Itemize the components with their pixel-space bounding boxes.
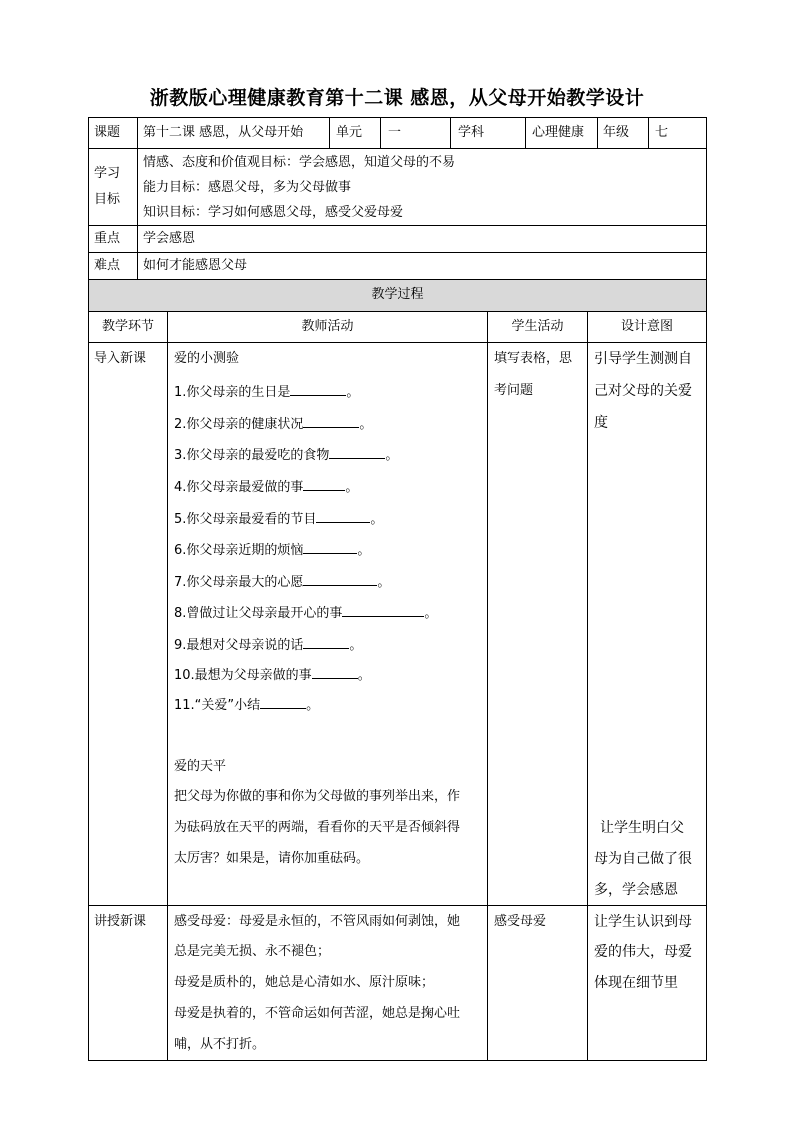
balance-text: 把父母为你做的事和你为父母做的事列举出来，作 [174,789,461,804]
difficulty-label: 难点 [94,258,121,273]
quiz-question: 6.你父母亲近期的烦恼 。 [174,540,370,560]
intro-intent-1: 度 [594,415,608,431]
lecture-text: 总是完美无损、永不褪色； [174,944,331,959]
topic-value: 第十二课 感恩，从父母开始 [143,125,304,140]
intro-intent-2: 母为自己做了很 [594,851,692,867]
lecture-text: 母爱是质朴的，她总是心清如水、原汁原味； [174,975,435,990]
quiz-question: 1.你父母亲的生日是 。 [174,382,359,402]
quiz-question: 10.最想为父母亲做的事 。 [174,665,371,685]
intro-intent-1: 己对父母的关爱 [594,383,692,399]
balance-text: 为砝码放在天平的两端，看看你的天平是否倾斜得 [174,820,461,835]
col-header-teacher: 教师活动 [301,319,354,334]
lecture-intent: 体现在细节里 [594,975,678,991]
quiz-question: 5.你父母亲最爱看的节目 。 [174,509,383,529]
difficulty-value: 如何才能感恩父母 [143,258,248,273]
grade-label: 年级 [603,125,630,140]
lecture-stage: 讲授新课 [94,914,147,929]
intro-intent-2: 多，学会感恩 [594,882,678,898]
subject-label: 学科 [458,125,485,140]
goals-label-line2: 目标 [94,192,121,207]
quiz-question: 9.最想对父母亲说的话 。 [174,635,362,655]
key-point-value: 学会感恩 [143,231,196,246]
lecture-intent: 爱的伟大，母爱 [594,944,692,960]
intro-stage: 导入新课 [94,351,147,366]
goal-item: 能力目标：感恩父母，多为父母做事 [143,180,352,195]
grade-value: 七 [655,125,669,140]
quiz-question: 8.曾做过让父母亲最开心的事 。 [174,603,437,623]
intro-intent-1: 引导学生测测自 [594,351,692,367]
lecture-text: 哺，从不打折。 [174,1037,266,1052]
quiz-title: 爱的小测验 [174,351,240,366]
quiz-question: 3.你父母亲的最爱吃的食物 。 [174,445,398,465]
lecture-text: 母爱是执着的，不管命运如何苦涩，她总是掬心吐 [174,1006,461,1021]
quiz-question: 2.你父母亲的健康状况 。 [174,414,372,434]
goals-label-line1: 学习 [94,166,121,181]
balance-title: 爱的天平 [174,759,227,774]
subject-value: 心理健康 [532,125,585,140]
col-header-student: 学生活动 [511,319,564,334]
intro-student-activity: 填写表格，思 [494,351,573,366]
lecture-intent: 让学生认识到母 [594,914,692,930]
document-title: 浙教版心理健康教育第十二课 感恩，从父母开始教学设计 [149,87,645,109]
intro-student-activity: 考问题 [494,383,534,398]
col-header-intent: 设计意图 [620,319,673,334]
intro-intent-2: 让学生明白父 [600,820,684,836]
unit-label: 单元 [336,125,363,140]
goal-item: 知识目标：学习如何感恩父母，感受父爱母爱 [143,205,404,220]
quiz-question: 4.你父母亲最爱做的事 。 [174,477,358,497]
lecture-text: 感受母爱：母爱是永恒的，不管风雨如何剥蚀，她 [174,914,461,929]
unit-value: 一 [388,125,402,140]
quiz-question: 11.“关爱”小结 。 [174,695,319,715]
col-header-stage: 教学环节 [101,319,154,334]
quiz-question: 7.你父母亲最大的心愿 。 [174,572,390,592]
topic-label: 课题 [94,125,121,140]
key-point-label: 重点 [94,231,121,246]
lecture-student-activity: 感受母爱 [494,914,547,929]
goal-item: 情感、态度和价值观目标：学会感恩，知道父母的不易 [143,155,456,170]
process-section-title: 教学过程 [371,287,424,302]
balance-text: 太厉害？如果是，请你加重砝码。 [174,851,370,866]
